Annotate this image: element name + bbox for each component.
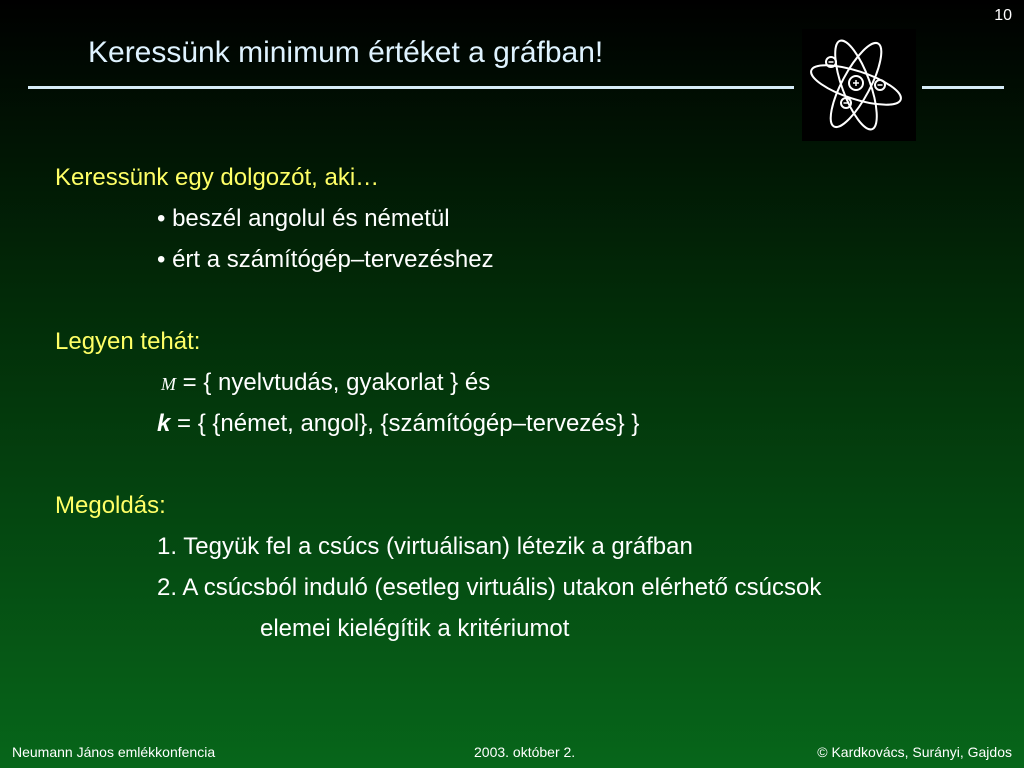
footer-conference: Neumann János emlékkonfencia	[12, 744, 216, 760]
bullet-item: • beszél angolul és németül	[157, 205, 450, 232]
solution-step: 1. Tegyük fel a csúcs (virtuálisan) létezik a gráfban	[157, 533, 693, 560]
title-underline-right	[922, 86, 1004, 89]
m-symbol: M	[161, 374, 176, 394]
let-heading: Legyen tehát:	[55, 328, 201, 355]
slide-number: 10	[994, 7, 1012, 24]
atom-icon	[802, 29, 916, 141]
solution-step: 2. A csúcsból induló (esetleg virtuális) utakon elérhető csúcsok	[157, 574, 822, 601]
footer-date: 2003. október 2.	[474, 744, 576, 760]
title-underline-left	[28, 86, 794, 89]
bullet-item: • ért a számítógép–tervezéshez	[157, 246, 494, 273]
k-definition: = { {német, angol}, {számítógép–tervezés} }	[170, 410, 640, 437]
intro-line: Keressünk egy dolgozót, aki…	[55, 164, 380, 191]
k-symbol: k	[157, 410, 171, 437]
m-definition-line	[161, 369, 490, 397]
slide-title: Keressünk minimum értéket a gráfban!	[88, 36, 604, 69]
footer-authors: © Kardkovács, Surányi, Gajdos	[817, 744, 1012, 760]
k-definition-line	[157, 410, 639, 438]
m-definition: = { nyelvtudás, gyakorlat } és	[176, 369, 491, 396]
solution-step-continuation: elemei kielégítik a kritériumot	[260, 615, 570, 642]
solution-heading: Megoldás:	[55, 492, 166, 519]
